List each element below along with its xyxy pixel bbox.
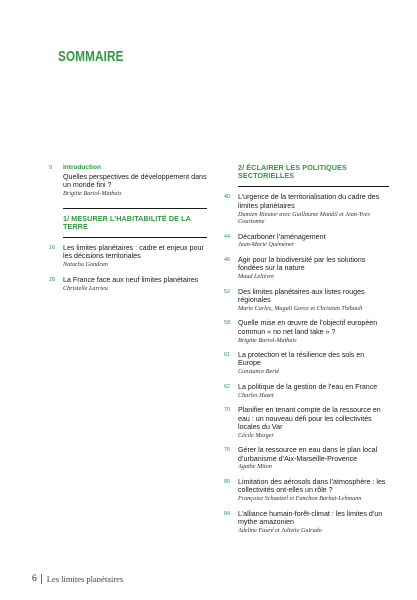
section-1-entries (49, 244, 207, 292)
section-divider (63, 237, 207, 238)
entry-author: Agathe Miton (238, 463, 272, 471)
entry-title: La politique de la gestion de l’eau en France (238, 382, 378, 391)
entry-author: Maud Lelièvre (238, 273, 275, 281)
toc-entry[interactable] (224, 319, 389, 344)
page-number: 61 (224, 352, 231, 359)
section-divider (63, 208, 207, 209)
toc-entry[interactable] (224, 288, 389, 313)
entry-title: Limitation des aérosols dans l’atmosphère : les collectivités ont-elles un rôle ? (238, 477, 386, 495)
page-number: 84 (224, 510, 231, 517)
toc-entry[interactable] (224, 510, 389, 535)
toc-left-column (49, 164, 207, 299)
toc-entry[interactable] (224, 406, 389, 439)
section-2-heading: 2/ ÉCLAIRER LES POLITIQUES SECTORIELLES (238, 163, 347, 181)
entry-author: Françoise Schaetzel et Fanchon Barbat-Lehmann (238, 494, 362, 502)
toc-entry[interactable] (224, 478, 389, 503)
page-number: 44 (224, 233, 231, 240)
entry-author: Christelle Larrieu (63, 284, 108, 292)
page-footer (32, 574, 123, 584)
entry-title: L’urgence de la territorialisation du cadre des limites planétaires (238, 193, 380, 210)
page-number: 70 (224, 407, 231, 414)
entry-author: Natacha Gondran (63, 261, 108, 269)
page-number: 80 (224, 478, 231, 485)
toc-right-column (224, 164, 389, 541)
page-number: 52 (224, 288, 231, 295)
entry-title: Quelles perspectives de développement dans un monde fini ? (63, 173, 207, 190)
intro-label: Introduction (63, 164, 101, 171)
entry-title: La protection et la résilience des sols en Europe (238, 351, 365, 368)
footer-running-title: Les limites planétaires (46, 574, 124, 584)
page-number: 40 (224, 194, 231, 201)
page-number: 16 (49, 245, 56, 252)
toc-entry[interactable] (224, 233, 389, 249)
section-divider (238, 186, 389, 187)
entry-author: Jean-Marie Quéméner (238, 241, 295, 249)
toc-entry-introduction[interactable] (49, 164, 207, 198)
page-number: 46 (224, 257, 231, 264)
entry-title: L’alliance humain-forêt-climat : les limites d’un mythe amazonien (238, 509, 383, 526)
section-1-heading: 1/ MESURER L’HABITABILITÉ DE LA TERRE (63, 213, 191, 231)
entry-title: La France face aux neuf limites planétaires (63, 275, 199, 284)
page-number: 62 (224, 383, 231, 390)
toc-entry[interactable] (224, 351, 389, 376)
entry-author: Cécile Mezger (238, 431, 274, 439)
entry-title: Gérer la ressource en eau dans le plan local d’urbanisme d’Aix-Marseille-Provence (238, 446, 378, 463)
entry-title: Agir pour la biodiversité par les solutions fondées sur la nature (238, 256, 366, 273)
entry-author: Brigitte Bariol-Mathais (63, 190, 122, 198)
entry-author: Constance Berté (238, 368, 280, 376)
toc-entry[interactable] (224, 383, 389, 399)
toc-entry[interactable] (224, 446, 389, 471)
entry-title: Quelle mise en œuvre de l’objectif européen commun « no net land take » ? (238, 319, 378, 336)
footer-page-number: 6 (32, 574, 37, 584)
page-number: 9 (49, 165, 53, 171)
page-number: 28 (49, 276, 56, 283)
entry-author: Brigitte Bariol-Mathais (238, 336, 297, 344)
page-number: 58 (224, 320, 231, 327)
page-number: 75 (224, 447, 231, 454)
entry-author: Adeline Fauré et Juliette Guirado (238, 526, 322, 534)
entry-title: Décarboner l’aménagement (238, 232, 326, 241)
page-title: SOMMAIRE (58, 48, 124, 65)
toc-entry[interactable] (224, 193, 389, 225)
footer-divider (41, 574, 42, 584)
section-2-entries (224, 193, 389, 534)
entry-author: Marie Carles, Magali Gorce et Christian Thibault (238, 304, 363, 312)
entry-author: Charles Hazet (238, 391, 274, 399)
toc-entry[interactable] (49, 276, 207, 292)
toc-entry[interactable] (224, 256, 389, 281)
entry-title: Planifier en tenant compte de la ressource en eau : un nouveau défi pour les collectivités locales du Var (238, 406, 381, 431)
entry-title: Les limites planétaires : cadre et enjeux pour les décisions territoriales (63, 244, 204, 261)
entry-author: Damien Rieutor avec Guillaume Mandil et Jean-Yves Courtonne (238, 210, 370, 226)
entry-title: Des limites planétaires aux listes rouges régionales (238, 287, 365, 305)
toc-entry[interactable] (49, 244, 207, 269)
